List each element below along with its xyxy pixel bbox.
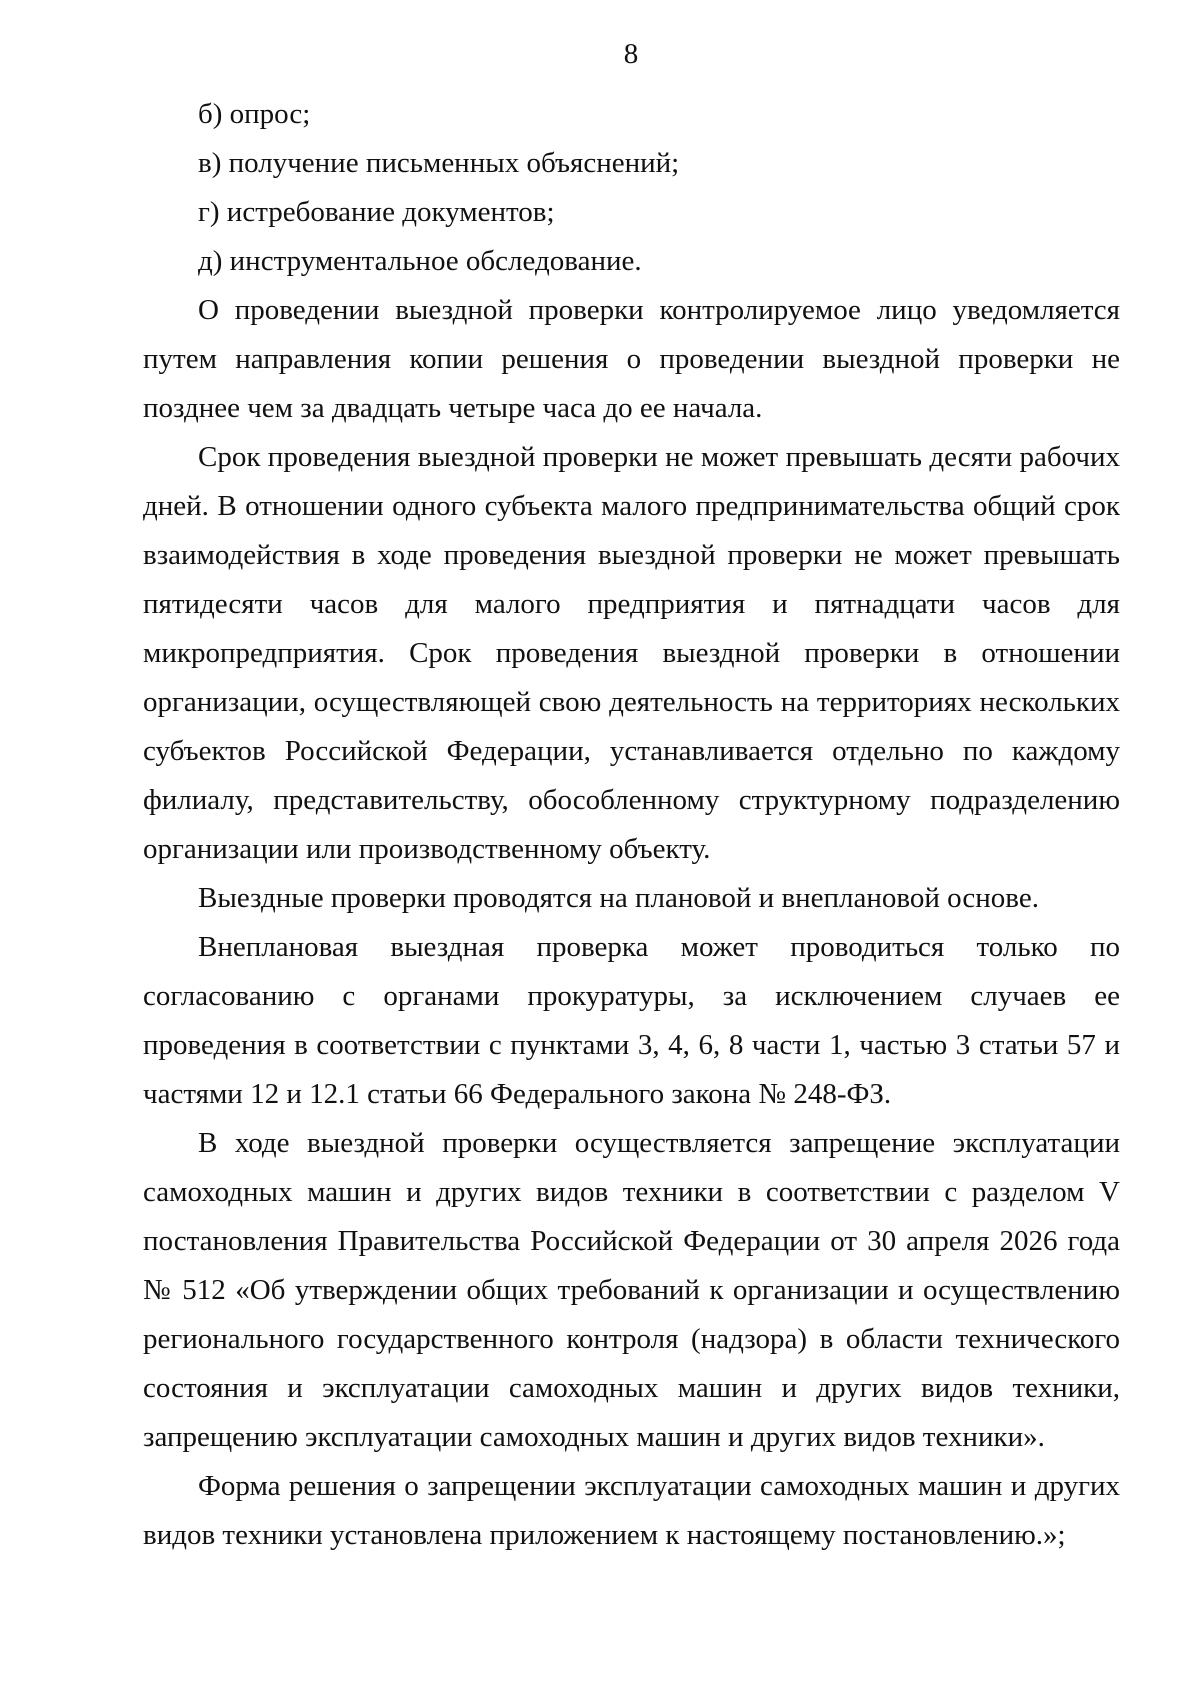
- paragraph-operation-ban: В ходе выездной проверки осуществляется запрещение эксплуатации самоходных машин и других видов техники в соответствии с разделом V постановления Правительства Российской Федерации от 30 апреля 2026 года № 512 «Об утверждении общих требований к организации и осуществлению регионального государственного контроля (надзора) в области технического состояния и эксплуатации самоходных машин и других видов техники, запрещению эксплуатации самоходных машин и других видов техники».: [143, 1127, 1120, 1453]
- list-item-d: д) инструментальное обследование.: [198, 245, 642, 277]
- paragraph-notification: О проведении выездной проверки контролируемое лицо уведомляется путем направления копии решения о проведении выездной проверки не позднее чем за двадцать четыре часа до ее начала.: [143, 294, 1120, 424]
- paragraph-unscheduled-inspection: Внеплановая выездная проверка может проводиться только по согласованию с органами прокуратуры, за исключением случаев ее проведения в соответствии с пунктами 3, 4, 6, 8 части 1, частью 3 статьи 57 и частями 12 и 12.1 статьи 66 Федерального закона № 248-ФЗ.: [143, 931, 1120, 1110]
- paragraph-inspection-term: Срок проведения выездной проверки не может превышать десяти рабочих дней. В отношении одного субъекта малого предпринимательства общий срок взаимодействия в ходе проведения выездной проверки не может превышать пятидесяти часов для малого предприятия и пятнадцати часов для микропредприятия. Срок проведения выездной проверки в отношении организации, осуществляющей свою деятельность на территориях нескольких субъектов Российской Федерации, устанавливается отдельно по каждому филиалу, представительству, обособленному структурному подразделению организации или производственному объекту.: [143, 441, 1120, 865]
- paragraph-decision-form: Форма решения о запрещении эксплуатации самоходных машин и других видов техники установлена приложением к настоящему постановлению.»;: [143, 1470, 1120, 1551]
- document-body: [143, 90, 1120, 1560]
- list-item-g: г) истребование документов;: [198, 196, 555, 228]
- list-item-v: в) получение письменных объяснений;: [198, 147, 680, 179]
- list-item-b: б) опрос;: [198, 98, 311, 130]
- page-number: 8: [623, 38, 639, 70]
- paragraph-inspection-types: Выездные проверки проводятся на плановой и внеплановой основе.: [198, 882, 1039, 914]
